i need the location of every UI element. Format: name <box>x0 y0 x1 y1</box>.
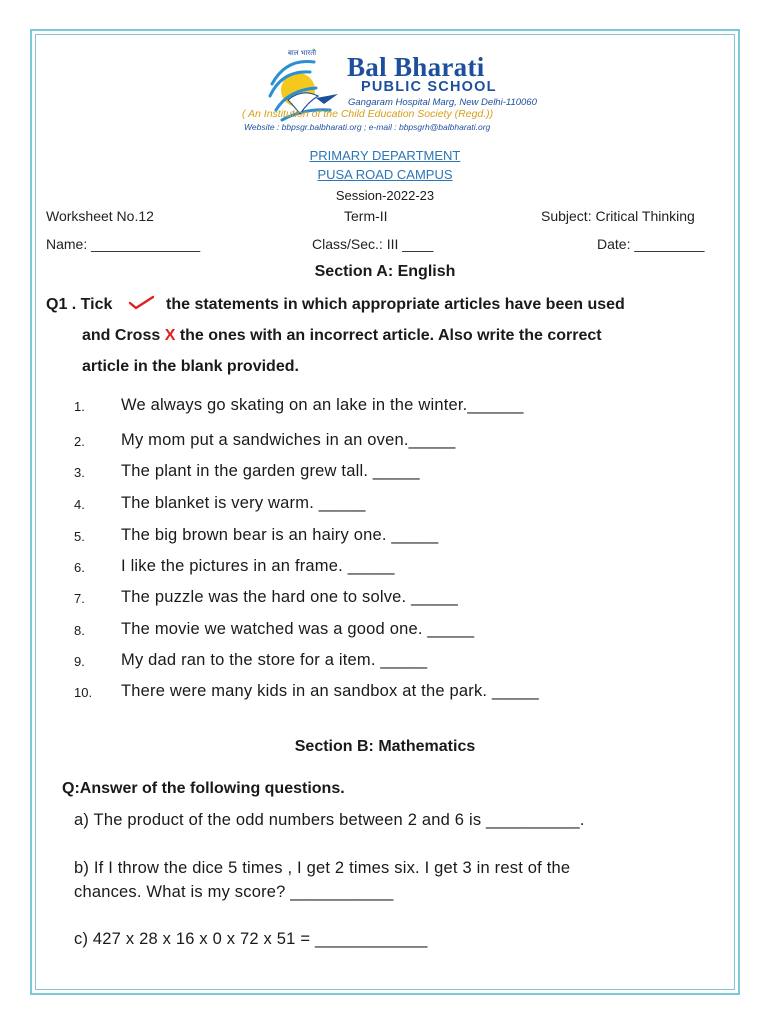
section-a-title: Section A: English <box>314 263 456 280</box>
school-address: Gangaram Hospital Marg, New Delhi-110060 <box>348 97 537 108</box>
name-field: Name: ______________ <box>46 236 201 252</box>
question-item: The puzzle was the hard one to solve. _____ <box>121 588 458 606</box>
subject-label: Subject: Critical Thinking <box>541 208 695 224</box>
school-name: Bal Bharati <box>347 52 485 82</box>
question-item: The plant in the garden grew tall. _____ <box>121 462 420 480</box>
question-item: The movie we watched was a good one. _____ <box>121 620 475 638</box>
school-subtitle: PUBLIC SCHOOL <box>361 79 497 95</box>
question-number: 4. <box>74 497 85 512</box>
math-question-c: c) 427 x 28 x 16 x 0 x 72 x 51 = ____________ <box>74 930 428 948</box>
question-number: 3. <box>74 465 85 480</box>
math-question-b-line1: b) If I throw the dice 5 times , I get 2 times six. I get 3 in rest of the <box>74 859 571 877</box>
question-item: My mom put a sandwiches in an oven._____ <box>121 431 456 449</box>
question-number: 8. <box>74 623 85 638</box>
cross-mark: X <box>164 327 176 344</box>
tick-mark-icon <box>128 294 156 312</box>
question-number: 5. <box>74 529 85 544</box>
section-b-title: Section B: Mathematics <box>294 738 476 755</box>
question-item: We always go skating on an lake in the winter.______ <box>121 396 524 414</box>
math-question-a: a) The product of the odd numbers between 2 and 6 is __________. <box>74 811 585 829</box>
question-item: My dad ran to the store for a item. _____ <box>121 651 428 669</box>
school-website: Website : bbpsgr.balbharati.org ; e-mail : bbpsgrh@balbharati.org <box>244 122 491 132</box>
question-item: The blanket is very warm. _____ <box>121 494 366 512</box>
math-question-b-line2: chances. What is my score? ___________ <box>74 883 394 901</box>
session-label: Session-2022-23 <box>335 188 435 203</box>
q1-prefix: Q1 . Tick <box>46 296 113 313</box>
term-label: Term-II <box>344 208 388 224</box>
school-institution: ( An Institution of the Child Education Society (Regd.)) <box>242 108 494 120</box>
section-b-question: Q:Answer of the following questions. <box>62 780 345 797</box>
question-item: The big brown bear is an hairy one. _____ <box>121 526 439 544</box>
department-link[interactable]: PRIMARY DEPARTMENT <box>309 148 461 163</box>
date-field: Date: _________ <box>597 236 705 252</box>
question-number: 7. <box>74 591 85 606</box>
q1-line2-suffix: the ones with an incorrect article. Also write the correct <box>179 327 602 344</box>
class-section-field: Class/Sec.: III ____ <box>312 236 434 252</box>
question-item: There were many kids in an sandbox at the park. _____ <box>121 682 539 700</box>
q1-line2-prefix: and Cross <box>82 327 161 344</box>
question-number: 9. <box>74 654 85 669</box>
worksheet-number: Worksheet No.12 <box>46 208 154 224</box>
question-number: 10. <box>74 685 93 700</box>
campus-link[interactable]: PUSA ROAD CAMPUS <box>317 167 453 182</box>
question-item: I like the pictures in an frame. _____ <box>121 557 395 575</box>
school-emblem-icon <box>258 44 348 134</box>
question-number: 2. <box>74 434 85 449</box>
q1-text-line1: the statements in which appropriate articles have been used <box>166 296 625 313</box>
question-number: 1. <box>74 399 85 414</box>
q1-text-line3: article in the blank provided. <box>82 358 299 375</box>
question-number: 6. <box>74 560 85 575</box>
svg-text:बाल भारती: बाल भारती <box>287 49 317 57</box>
